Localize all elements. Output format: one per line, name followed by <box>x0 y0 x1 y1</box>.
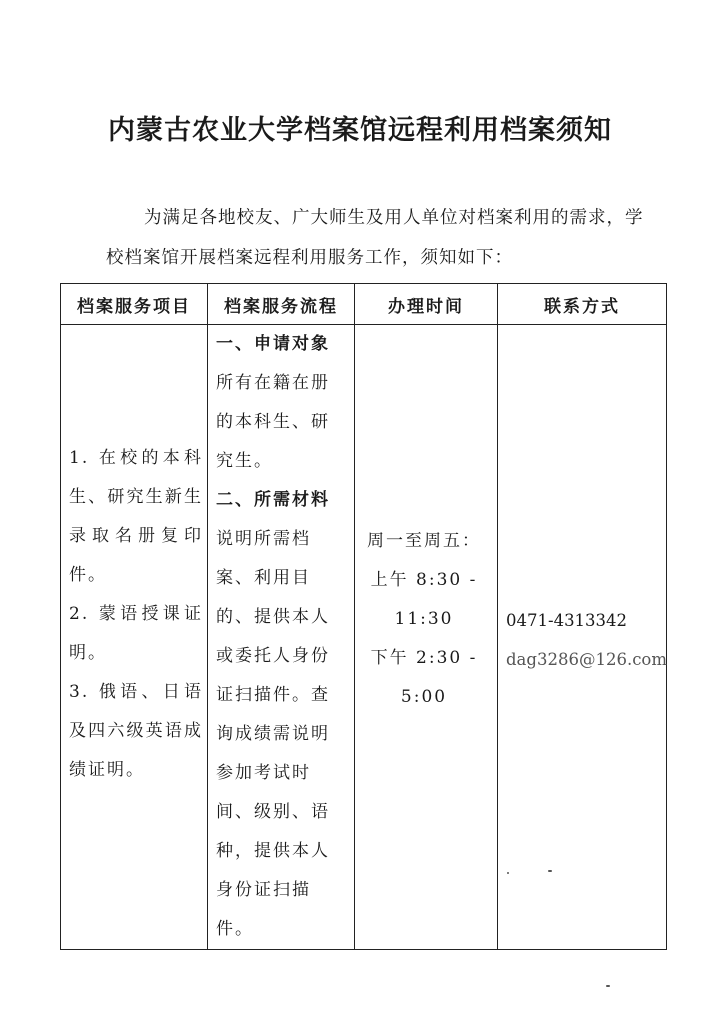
service-items-cell <box>61 325 208 950</box>
hours-afternoon: 下午 2:30 - 5:00 <box>370 648 478 707</box>
intro-text: 为满足各地校友、广大师生及用人单位对档案利用的需求，学校档案馆开展档案远程利用服务工作，须知如下： <box>106 208 644 268</box>
service-table <box>60 283 667 950</box>
header-contact: 联系方式 <box>498 284 667 325</box>
contact-phone: 0471-4313342 <box>506 611 628 630</box>
process-section1-title: 一、申请对象 <box>216 334 330 354</box>
service-item-1: 1. 在校的本科生、研究生新生录取名册复印件。 <box>69 448 203 585</box>
table-header-row <box>61 284 667 325</box>
contact-email[interactable]: dag3286@126.com <box>506 650 668 669</box>
contact-cell <box>498 325 667 950</box>
scan-speck <box>507 872 509 874</box>
service-item-3: 3. 俄语、日语及四六级英语成绩证明。 <box>69 682 203 780</box>
table-row <box>61 325 667 950</box>
process-cell <box>208 325 355 950</box>
header-service-process: 档案服务流程 <box>208 284 355 325</box>
hours-morning: 上午 8:30 - 11:30 <box>370 570 478 629</box>
header-office-hours: 办理时间 <box>355 284 498 325</box>
hours-cell <box>355 325 498 950</box>
process-section2-title: 二、所需材料 <box>216 490 330 510</box>
process-section1-text: 所有在籍在册的本科生、研究生。 <box>216 373 330 471</box>
hours-days: 周一至周五： <box>367 531 481 551</box>
scan-speck <box>548 870 552 872</box>
intro-paragraph <box>106 198 646 278</box>
process-section2-text: 说明所需档案、利用目的、提供本人或委托人身份证扫描件。查询成绩需说明参加考试时间、级别、语种，提供本人身份证扫描件。 <box>216 529 330 939</box>
header-service-items: 档案服务项目 <box>61 284 208 325</box>
scan-speck <box>606 985 610 987</box>
service-item-2: 2. 蒙语授课证明。 <box>69 604 203 663</box>
document-title: 内蒙古农业大学档案馆远程利用档案须知 <box>108 115 612 146</box>
